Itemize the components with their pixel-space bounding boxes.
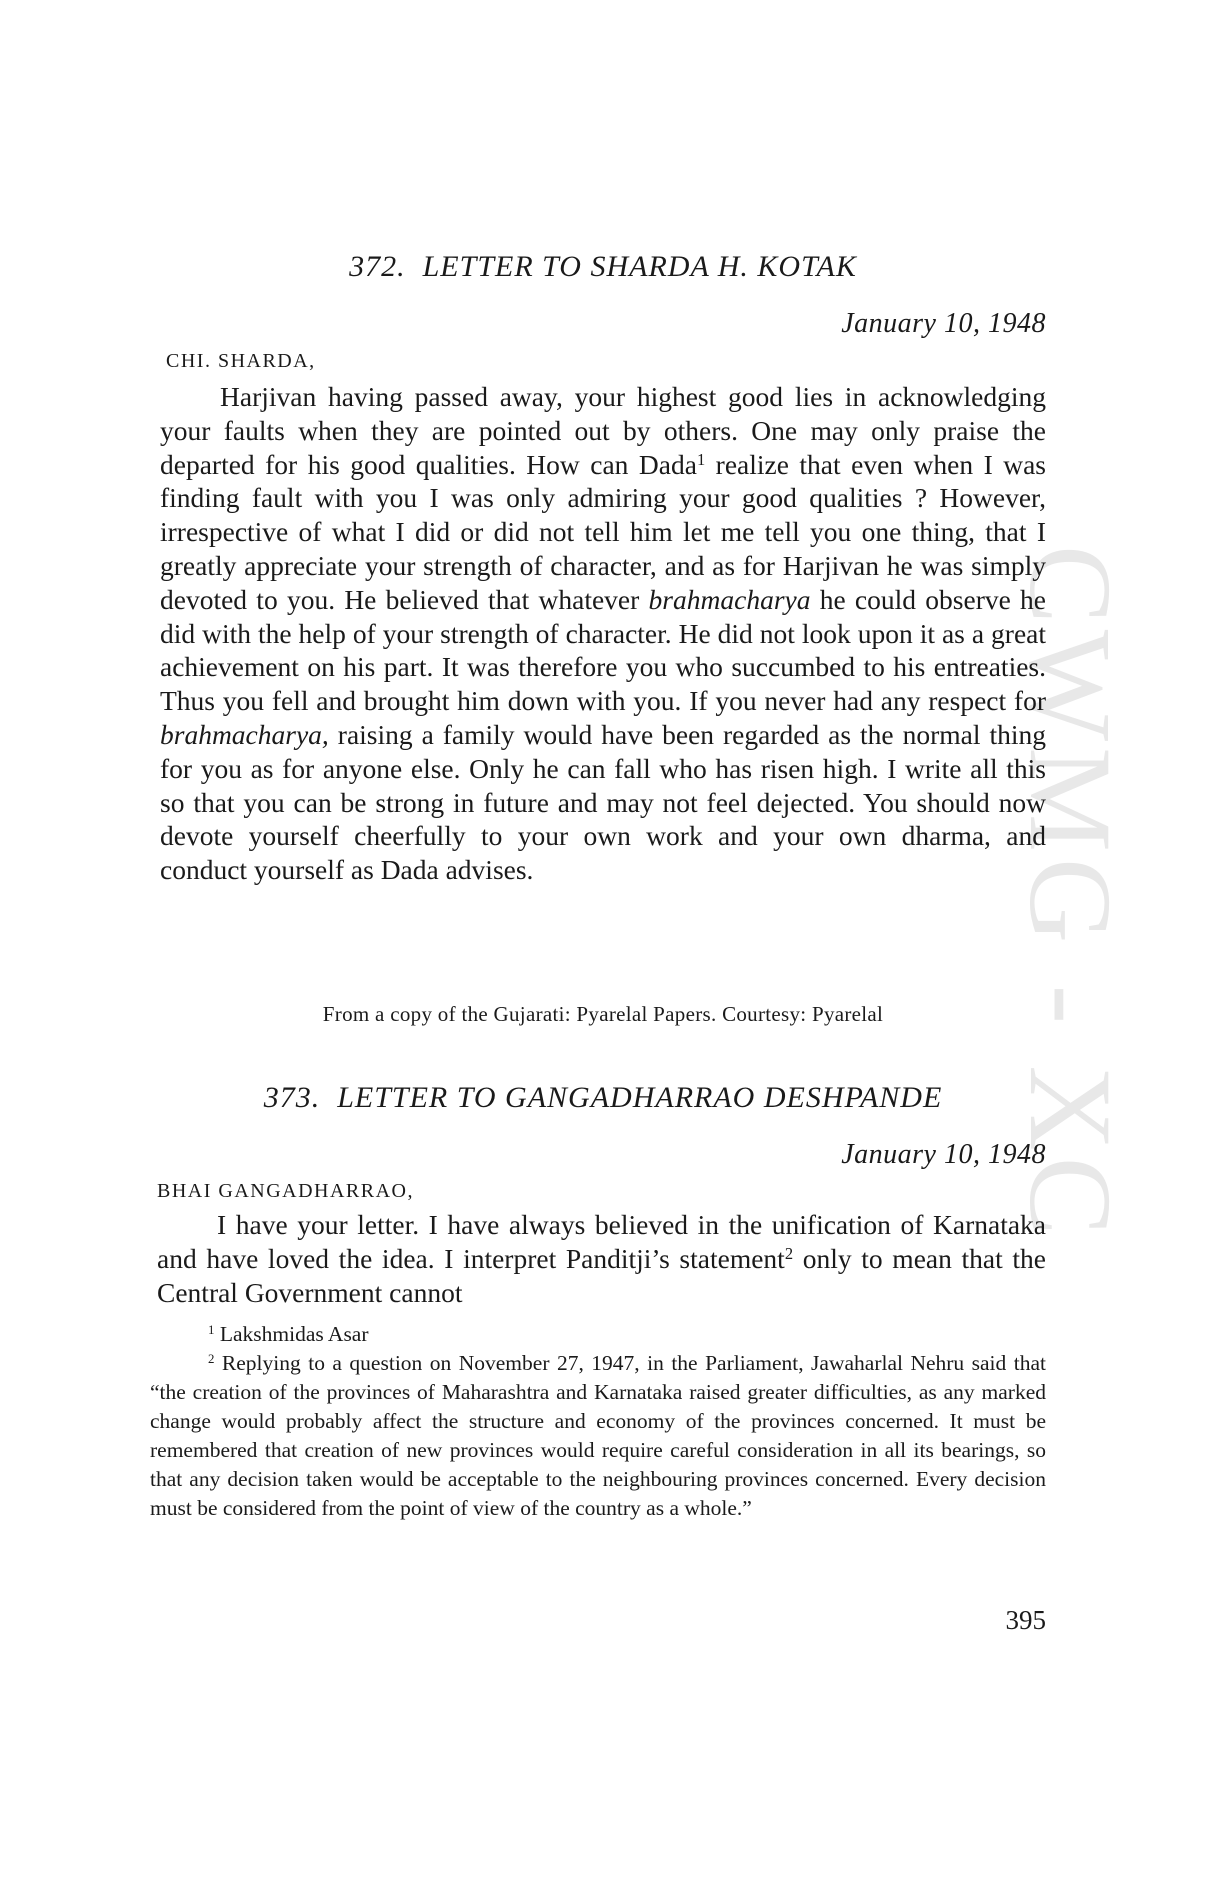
page-number: 395	[1005, 1605, 1046, 1635]
letter-373-body	[157, 1208, 1046, 1309]
body-italic: brahmacharya	[648, 583, 811, 615]
body-text: realize that even when I was finding fault with you I was only admiring your good qualities ? However, irrespective of what I did or did not tell him let me tell you one thing, that I greatly appreciate your strength of character, and as for Harjivan he was simply devoted to you. He believed that whatever	[160, 448, 1047, 615]
footnote-1	[150, 1320, 1046, 1349]
body-text: he could observe he did with the help of your strength of character. He did not look upon it as a great achievement on his part. It was therefore you who succumbed to his entreaties. Thus you fell and brought him down with you. If you never had any respect for	[160, 583, 1047, 717]
letter-373-date: January 10, 1948	[841, 1139, 1046, 1170]
letter-373-salutation: BHAI GANGADHARRAO,	[157, 1180, 414, 1202]
body-text: only to mean that the Central Government cannot	[157, 1242, 1046, 1308]
letter-373-title	[160, 1081, 1046, 1115]
letter-372-source: From a copy of the Gujarati: Pyarelal Papers. Courtesy: Pyarelal	[322, 1002, 884, 1026]
footnote-ref-2: 2	[784, 1243, 794, 1263]
letter-title-text: LETTER TO GANGADHARRAO DESHPANDE	[337, 1081, 943, 1114]
footnote-2	[150, 1349, 1046, 1523]
letter-number: 373.	[263, 1081, 321, 1114]
footnote-text: Lakshmidas Asar	[214, 1322, 369, 1346]
footnote-mark: 1	[208, 1322, 215, 1337]
footnote-mark: 2	[208, 1351, 215, 1366]
letter-372-date: January 10, 1948	[841, 308, 1046, 339]
footnote-text: Replying to a question on November 27, 1947, in the Parliament, Jawaharlal Nehru said that “the creation of the provinces of Maharashtra and Karnataka raised greater difficulties, as any marked change would probably affect the structure and economy of the provinces concerned. It must be remembered that creation of new provinces would require careful consideration in all its bearings, so that any decision taken would be acceptable to the neighbouring provinces concerned. Every decision must be considered from the point of view of the country as a whole.”	[150, 1351, 1046, 1520]
letter-372-title	[160, 250, 1046, 284]
letter-372-body	[160, 380, 1046, 887]
letter-372-salutation: CHI. SHARDA,	[166, 350, 316, 372]
body-text: I have your letter. I have always believed in the unification of Karnataka and have loved the idea. I interpret Panditji’s statement	[157, 1209, 1046, 1274]
body-italic: brahmacharya,	[160, 718, 329, 750]
letter-title-text: LETTER TO SHARDA H. KOTAK	[422, 250, 857, 283]
footnotes	[150, 1320, 1046, 1523]
body-text: raising a family would have been regarded as the normal thing for you as for anyone else. Only he can fall who has risen high. I write all this so that you can be strong in future and may not feel dejected. You should now devote yourself cheerfully to your own work and your own dharma, and conduct yourself as Dada advises.	[160, 718, 1046, 886]
body-text: Harjivan having passed away, your highest good lies in acknowledging your faults when they are pointed out by others. One may only praise the departed for his good qualities. How can Dada	[160, 381, 1046, 480]
watermark: CWMG - XC	[1005, 545, 1136, 1242]
letter-number: 372.	[349, 250, 406, 283]
footnote-ref-1: 1	[696, 449, 706, 469]
